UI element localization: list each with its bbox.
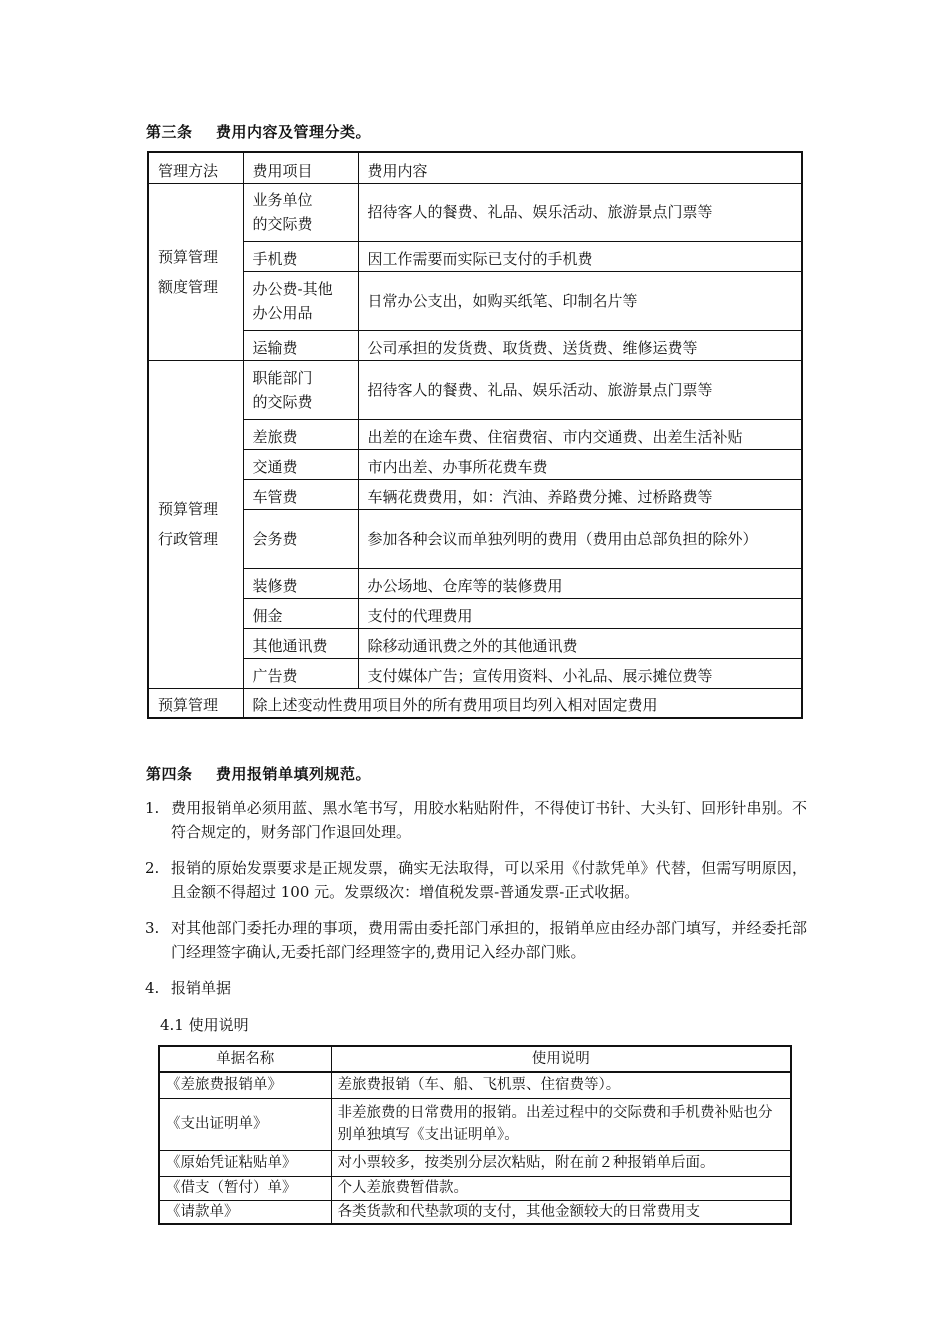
doc-usage: 对小票较多，按类别分层次粘贴，附在前２种报销单后面。 (331, 1150, 791, 1176)
expense-content: 除移动通讯费之外的其他通讯费 (358, 628, 802, 658)
doc-name: 《差旅费报销单》 (159, 1072, 331, 1098)
expense-content: 支付的代理费用 (358, 598, 802, 628)
expense-item: 业务单位 的交际费 (243, 183, 358, 241)
expense-content: 车辆花费费用，如：汽油、养路费分摊、过桥路费等 (358, 479, 802, 509)
table-row (159, 1072, 791, 1098)
table-row (148, 479, 802, 509)
table-row (159, 1098, 791, 1150)
expense-item: 手机费 (243, 241, 358, 271)
table-row (159, 1176, 791, 1200)
sub-heading: 4.1 使用说明 (160, 1016, 249, 1034)
header-method: 管理方法 (148, 152, 243, 183)
expense-item: 职能部门 的交际费 (243, 360, 358, 419)
header-usage: 使用说明 (331, 1046, 791, 1072)
section-4-heading (146, 763, 371, 784)
section-3-title: 费用内容及管理分类。 (216, 123, 372, 141)
doc-usage: 各类货款和代垫款项的支付，其他金额较大的日常费用支 (331, 1200, 791, 1224)
table-row (148, 568, 802, 598)
doc-name: 《支出证明单》 (159, 1098, 331, 1150)
group-2-label: 预算管理 行政管理 (148, 360, 243, 688)
table-row (148, 688, 802, 718)
expense-content: 公司承担的发货费、取货费、送货费、维修运费等 (358, 330, 802, 360)
table-header-row (148, 152, 802, 183)
header-item: 费用项目 (243, 152, 358, 183)
table-row (159, 1150, 791, 1176)
table-row (148, 658, 802, 688)
expense-content: 招待客人的餐费、礼品、娱乐活动、旅游景点门票等 (358, 360, 802, 419)
expense-content: 支付媒体广告；宣传用资料、小礼品、展示摊位费等 (358, 658, 802, 688)
table-row (148, 271, 802, 330)
expense-content: 参加各种会议而单独列明的费用（费用由总部负担的除外） (358, 509, 802, 568)
expense-item: 佣金 (243, 598, 358, 628)
doc-name: 《请款单》 (159, 1200, 331, 1224)
list-item: 3. 对其他部门委托办理的事项，费用需由委托部门承担的，报销单应由经办部门填写，并经委托部门经理签字确认,无委托部门经理签字的,费用记入经办部门账。 (145, 919, 807, 961)
table-row (159, 1200, 791, 1224)
document-usage-table (158, 1045, 792, 1225)
expense-item: 车管费 (243, 479, 358, 509)
table-row (148, 183, 802, 241)
group-3-content: 除上述变动性费用项目外的所有费用项目均列入相对固定费用 (243, 688, 802, 718)
table-row (148, 449, 802, 479)
expense-content: 招待客人的餐费、礼品、娱乐活动、旅游景点门票等 (358, 183, 802, 241)
section-3-number: 第三条 (146, 123, 193, 141)
section-4-title: 费用报销单填列规范。 (216, 765, 372, 783)
table-row (148, 509, 802, 568)
table-row (148, 241, 802, 271)
expense-item: 办公费-其他 办公用品 (243, 271, 358, 330)
table-row (148, 330, 802, 360)
list-item: 1. 费用报销单必须用蓝、黑水笔书写，用胶水粘贴附件，不得使订书针、大头钉、回形针串别。不符合规定的，财务部门作退回处理。 (145, 799, 807, 841)
doc-name: 《借支（暂付）单》 (159, 1176, 331, 1200)
group-3-label: 预算管理 (148, 688, 243, 718)
expense-content: 市内出差、办事所花费车费 (358, 449, 802, 479)
section-3-heading (146, 121, 371, 142)
list-item: 2. 报销的原始发票要求是正规发票，确实无法取得，可以采用《付款凭单》代替，但需写明原因，且金额不得超过 100 元。发票级次：增值税发票-普通发票-正式收据。 (145, 859, 807, 901)
expense-item: 其他通讯费 (243, 628, 358, 658)
table-header-row (159, 1046, 791, 1072)
expense-content: 日常办公支出，如购买纸笔、印制名片等 (358, 271, 802, 330)
section-4-number: 第四条 (146, 765, 193, 783)
expense-content: 办公场地、仓库等的装修费用 (358, 568, 802, 598)
header-doc-name: 单据名称 (159, 1046, 331, 1072)
expense-item: 交通费 (243, 449, 358, 479)
expense-item: 差旅费 (243, 419, 358, 449)
expense-classification-table (147, 151, 803, 719)
doc-usage: 差旅费报销（车、船、飞机票、住宿费等）。 (331, 1072, 791, 1098)
table-row (148, 628, 802, 658)
doc-name: 《原始凭证粘贴单》 (159, 1150, 331, 1176)
expense-content: 因工作需要而实际已支付的手机费 (358, 241, 802, 271)
expense-item: 广告费 (243, 658, 358, 688)
expense-item: 会务费 (243, 509, 358, 568)
header-content: 费用内容 (358, 152, 802, 183)
doc-usage: 个人差旅费暂借款。 (331, 1176, 791, 1200)
table-row (148, 419, 802, 449)
group-1-label: 预算管理 额度管理 (148, 183, 243, 360)
list-item: 4. 报销单据 (145, 979, 232, 997)
expense-item: 运输费 (243, 330, 358, 360)
table-row (148, 598, 802, 628)
expense-content: 出差的在途车费、住宿费宿、市内交通费、出差生活补贴 (358, 419, 802, 449)
expense-item: 装修费 (243, 568, 358, 598)
doc-usage: 非差旅费的日常费用的报销。出差过程中的交际费和手机费补贴也分别单独填写《支出证明单》。 (331, 1098, 791, 1150)
table-row (148, 360, 802, 419)
